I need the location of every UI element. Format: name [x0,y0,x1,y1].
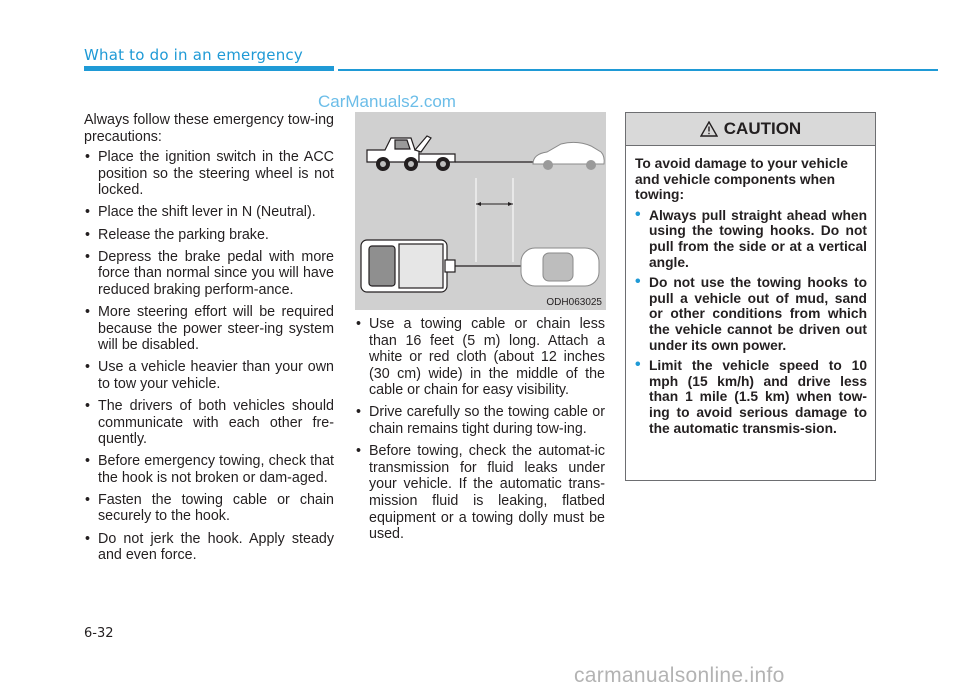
list-item: • The drivers of both vehicles should communicate with each other fre-quently. [85,397,334,448]
list-item: • Do not jerk the hook. Apply steady and even force. [85,530,334,564]
bullet-icon: • [85,453,91,470]
bullet-icon: • [85,226,91,243]
caution-body [626,146,875,436]
list-item: • Do not use the towing hooks to pull a vehicle out of mud, sand or other conditions from which the vehicle cannot be driven out under its own power. [635,273,867,353]
section-title: What to do in an emergency [84,46,303,64]
precautions-list [84,149,334,564]
bullet-icon: • [635,356,641,374]
bullet-icon: • [85,204,91,221]
list-item: • Limit the vehicle speed to 10 mph (15 km/h) and drive less than 1 mile (1.5 km) when tow-ing to avoid serious damage to the automatic transmis-sion. [635,356,867,436]
bullet-icon: • [85,530,91,547]
precautions-intro: Always follow these emergency tow-ing precautions: [84,112,334,145]
list-item: • Place the shift lever in N (Neutral). [85,204,316,221]
bullet-icon: • [85,359,91,376]
bullet-icon: • [85,248,91,265]
bullet-icon: • [635,273,641,291]
list-item: • Drive carefully so the towing cable or chain remains tight during tow-ing. [356,404,605,438]
warning-triangle-icon [700,121,718,137]
caution-header [626,113,875,146]
caution-intro: To avoid damage to your vehicle and vehicle components when towing: [635,156,848,203]
list-item: • Use a towing cable or chain less than 16 feet (5 m) long. Attach a white or red cloth (about 12 inches (30 cm) wide) in the middle of the cable or chain for easy visibility. [356,316,605,399]
bullet-icon: • [85,397,91,414]
list-item: • Before towing, check the automat-ic transmission for fluid leaks under your vehicle. If the automatic trans-mission fluid is leaking, flatbed equipment or a towing dolly must be used. [356,443,605,543]
list-item: • Fasten the towing cable or chain securely to the hook. [85,491,334,525]
towing-cable-list [355,316,605,543]
bullet-icon: • [356,316,362,332]
tow-truck-top-icon [361,240,455,292]
page-number: 6-32 [84,626,114,641]
precautions-column [84,112,334,569]
watermark-top: CarManuals2.com [318,92,456,111]
towing-cable-column [355,316,605,548]
watermark-bottom: carmanualsonline.info [574,664,785,687]
list-item: • More steering effort will be required because the power steer-ing system will be disabled. [85,303,334,354]
towing-illustration [355,112,606,310]
caution-box [625,112,876,481]
list-item: • Before emergency towing, check that the hook is not broken or dam-aged. [85,453,334,486]
list-item: • Depress the brake pedal with more force than normal since you will have reduced braking perform-ance. [85,248,334,298]
towing-diagram [355,112,606,310]
bullet-icon: • [85,303,91,320]
header-rule-thick [84,66,334,71]
header-rule-thin [338,69,938,71]
bullet-icon: • [356,404,362,421]
figure-code: ODH063025 [546,297,602,308]
bullet-icon: • [356,443,362,460]
bullet-icon: • [635,205,641,223]
bullet-icon: • [85,149,91,166]
bullet-icon: • [85,491,91,508]
list-item: • Use a vehicle heavier than your own to tow your vehicle. [85,359,334,392]
caution-title: CAUTION [723,119,802,138]
list-item: • Release the parking brake. [85,226,269,243]
caution-list [635,205,867,436]
list-item: • Always pull straight ahead when using the towing hooks. Do not pull from the side or at a vertical angle. [635,205,867,270]
list-item: • Place the ignition switch in the ACC position so the steering wheel is not locked. [85,149,334,199]
towed-car-top-icon [521,248,599,286]
